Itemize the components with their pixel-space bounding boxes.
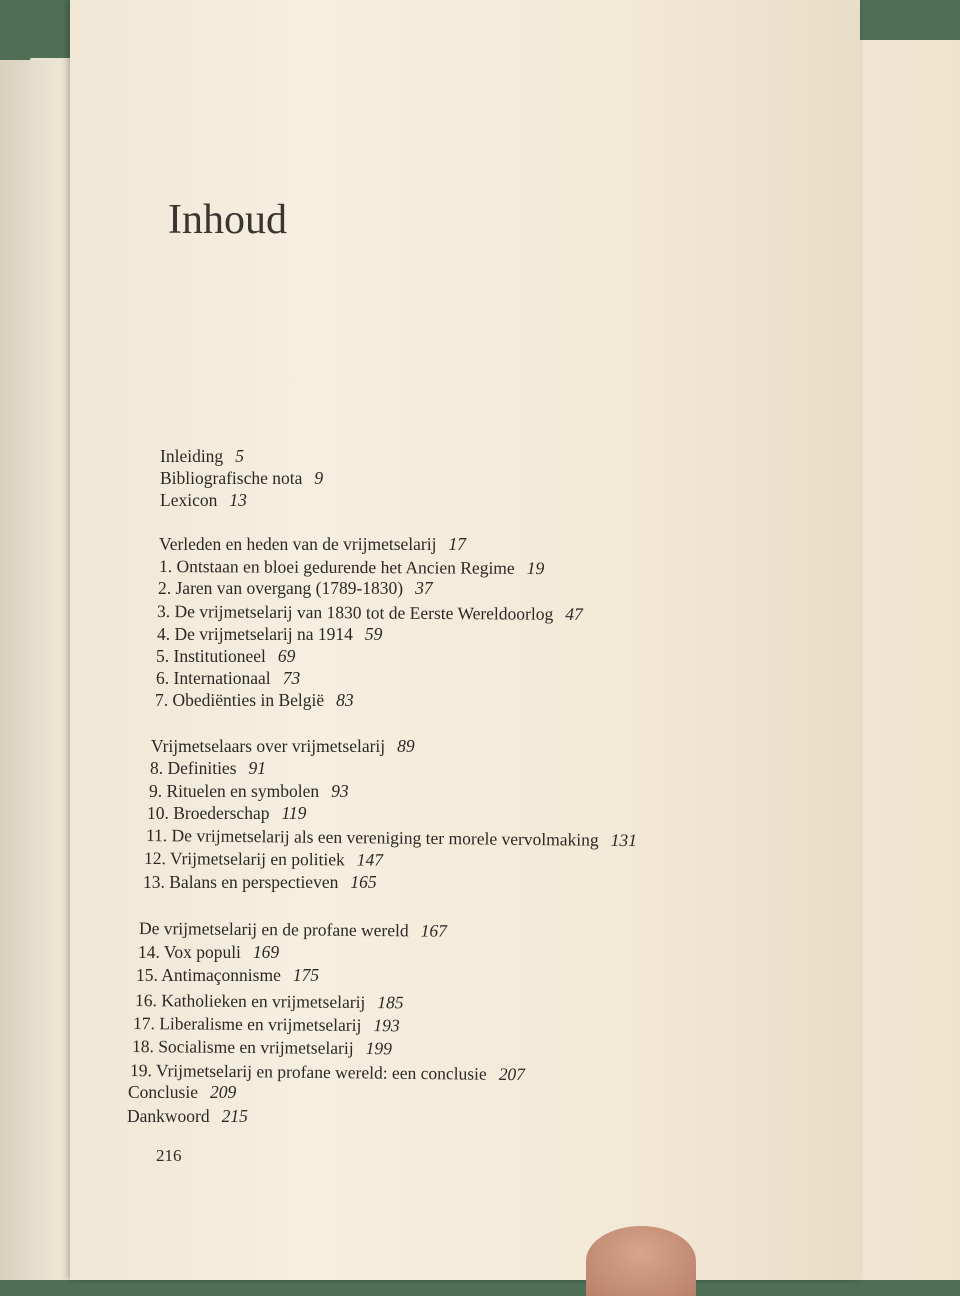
toc-entry-label: De vrijmetselarij en de profane wereld <box>138 918 409 941</box>
toc-entry-page: 9 <box>314 468 324 488</box>
toc-entry-page: 59 <box>364 624 383 644</box>
toc-entry-label: Verleden en heden van de vrijmetselarij <box>159 534 437 554</box>
toc-entry <box>160 446 244 467</box>
toc-entry <box>150 758 266 779</box>
toc-entry-label: 5. Institutioneel <box>156 646 266 666</box>
toc-entry-page: 89 <box>397 736 415 756</box>
toc-entry-label: Lexicon <box>160 490 218 510</box>
toc-entry-page: 185 <box>377 992 404 1013</box>
toc-entry <box>132 1036 392 1059</box>
toc-entry-label: Conclusie <box>128 1082 198 1102</box>
toc-entry-page: 93 <box>331 781 349 801</box>
toc-entry-label: 4. De vrijmetselarij na 1914 <box>157 624 353 644</box>
toc-entry <box>147 803 306 824</box>
toc-entry-page: 167 <box>420 920 448 941</box>
toc-entry-label: Inleiding <box>160 446 224 466</box>
toc-entry <box>155 690 354 711</box>
toc-entry <box>146 825 637 851</box>
toc-entry <box>128 1082 236 1103</box>
toc-entry-label: 12. Vrijmetselarij en politiek <box>143 848 345 870</box>
toc-entry-label: 1. Ontstaan en bloei gedurende het Ancien Regime <box>158 556 515 578</box>
toc-entry <box>156 668 300 689</box>
toc-entry <box>133 1013 400 1036</box>
toc-entry <box>157 601 583 625</box>
toc-entry <box>127 1106 248 1127</box>
toc-entry-label: 3. De vrijmetselarij van 1830 tot de Eerste Wereldoorlog <box>156 601 554 624</box>
toc-entry-label: 6. Internationaal <box>156 668 271 688</box>
toc-entry <box>158 578 433 599</box>
toc-entry-page: 19 <box>526 557 545 579</box>
page-number: 216 <box>156 1146 182 1165</box>
toc-entry <box>136 965 319 986</box>
toc-entry-label: 17. Liberalisme en vrijmetselarij <box>132 1013 362 1035</box>
toc-entry-page: 147 <box>356 849 384 870</box>
toc-entry-page: 47 <box>565 603 583 624</box>
toc-entry-page: 175 <box>292 965 320 985</box>
toc-entry-label: Dankwoord <box>127 1106 210 1126</box>
toc-entry-page: 13 <box>229 490 247 510</box>
toc-entry-page: 69 <box>277 646 296 666</box>
toc-entry-page: 193 <box>373 1015 400 1036</box>
toc-entry <box>160 490 247 511</box>
toc-entry <box>156 646 295 667</box>
toc-entry-page: 37 <box>415 578 433 598</box>
toc-entry-label: 8. Definities <box>150 758 237 778</box>
thumb <box>586 1226 696 1296</box>
toc-entry-label: Bibliografische nota <box>160 468 303 488</box>
toc-entry-label: 9. Rituelen en symbolen <box>149 781 320 801</box>
toc-entry-label: 7. Obediënties in België <box>155 690 325 710</box>
toc-entry <box>151 736 415 757</box>
toc-entry <box>139 918 447 942</box>
toc-entry <box>159 534 466 555</box>
toc-entry-label: 11. De vrijmetselarij als een vereniging ter morele vervolmaking <box>145 825 599 850</box>
toc-entry-page: 215 <box>221 1106 248 1126</box>
toc-entry-page: 199 <box>365 1038 392 1059</box>
toc-entry-label: 14. Vox populi <box>138 942 241 962</box>
toc-entry-label: 13. Balans en perspectieven <box>143 872 339 892</box>
toc-entry-page: 169 <box>252 942 280 962</box>
toc-entry-page: 165 <box>350 872 377 892</box>
toc-entry <box>160 468 323 489</box>
toc-entry <box>159 556 544 579</box>
toc-entry-page: 5 <box>235 446 244 466</box>
toc-entry-label: 15. Antimaçonnisme <box>136 965 281 985</box>
toc-entry-page: 131 <box>610 829 638 851</box>
toc-entry <box>138 942 279 963</box>
toc-entry-page: 91 <box>248 758 267 778</box>
toc-entry-label: 19. Vrijmetselarij en profane wereld: een conclusie <box>129 1060 487 1084</box>
toc-entry-page: 17 <box>448 534 466 554</box>
toc-entry-page: 83 <box>336 690 354 710</box>
toc-entry-label: 18. Socialisme en vrijmetselarij <box>131 1036 354 1058</box>
toc-entry-page: 209 <box>210 1082 237 1102</box>
toc-entry <box>144 848 383 871</box>
toc-entry <box>149 781 349 802</box>
toc-entry-label: 16. Katholieken en vrijmetselarij <box>134 990 366 1013</box>
toc-entry <box>135 990 404 1013</box>
toc-entry <box>143 872 377 893</box>
page-title: Inhoud <box>168 197 287 243</box>
toc-entry-label: Vrijmetselaars over vrijmetselarij <box>151 736 386 756</box>
toc-entry-page: 119 <box>281 803 307 823</box>
toc-entry-page: 73 <box>282 668 301 688</box>
toc-entry-label: 10. Broederschap <box>147 803 270 823</box>
toc-entry-page: 207 <box>498 1063 526 1085</box>
toc-entry-label: 2. Jaren van overgang (1789-1830) <box>158 578 404 598</box>
toc-entry <box>157 624 382 645</box>
